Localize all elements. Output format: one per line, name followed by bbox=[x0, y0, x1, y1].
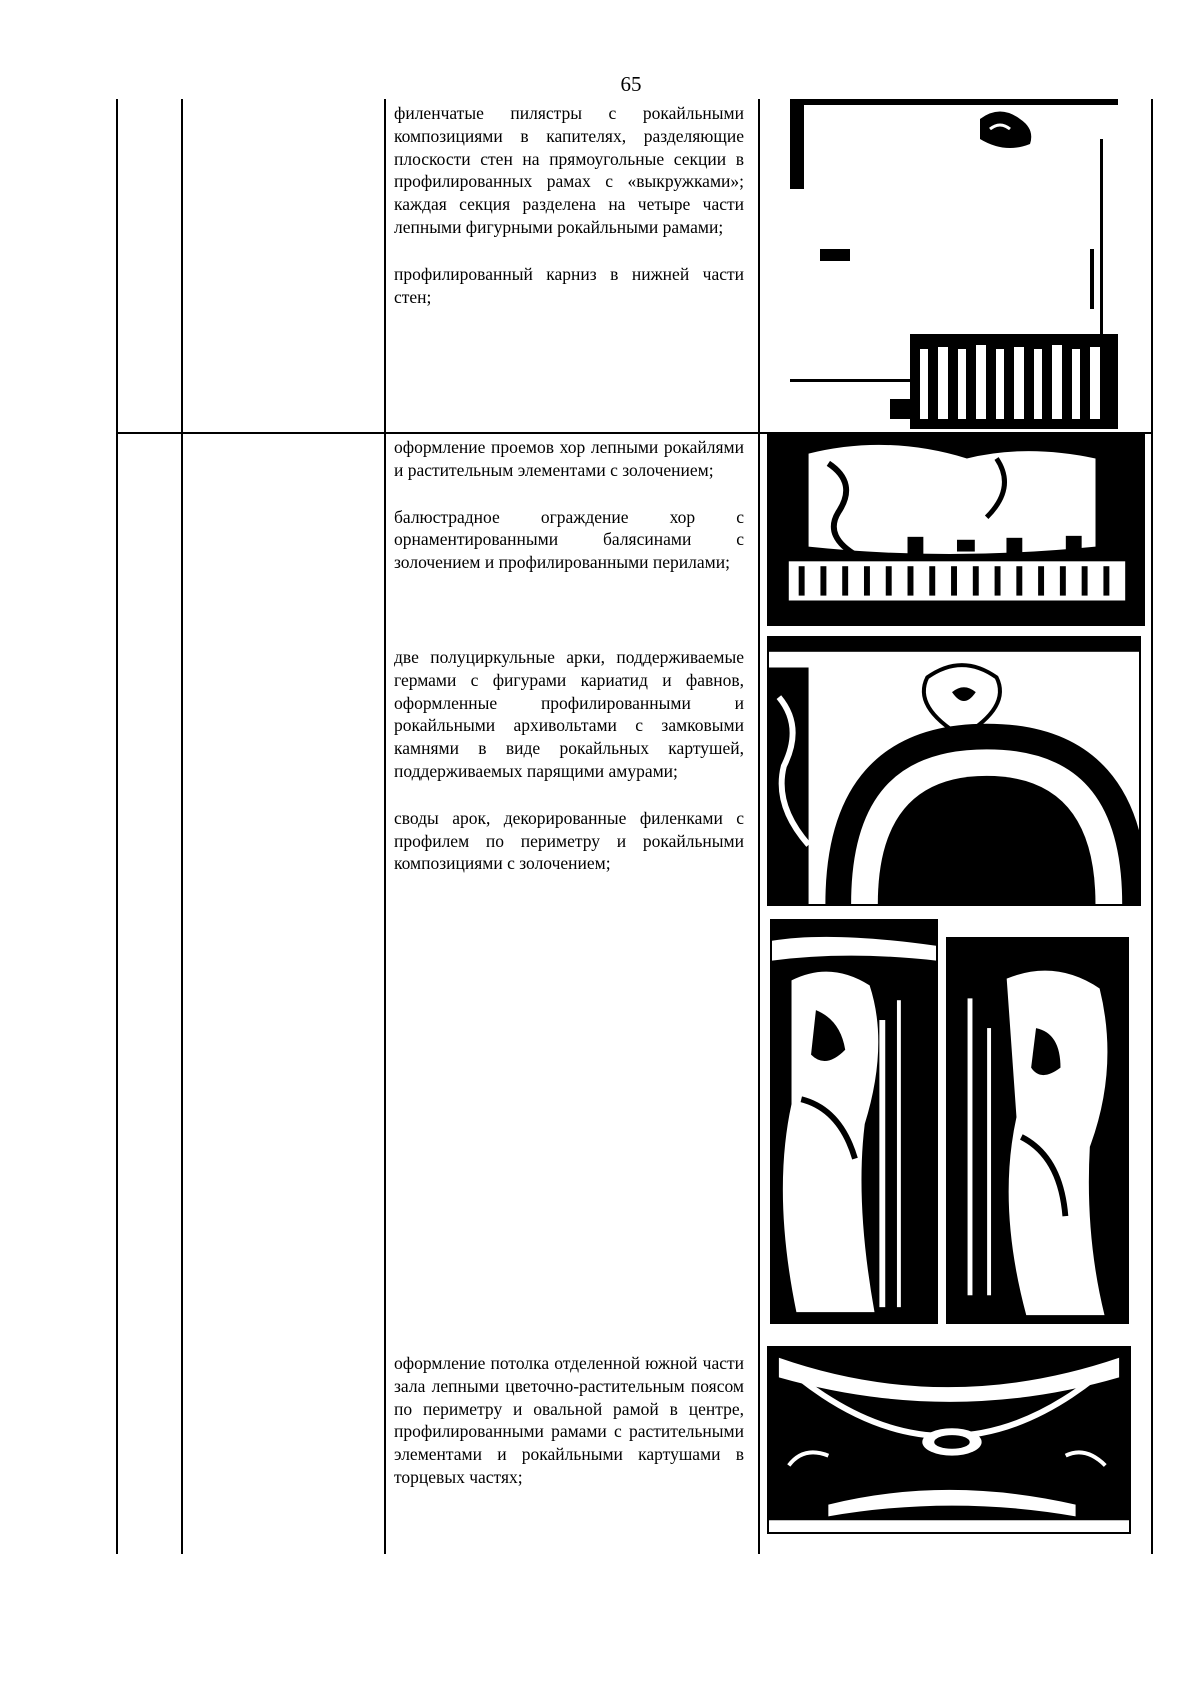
row2-paragraph-4: своды арок, декорированные филенками с профилем по периметру и рокайльными композициями с золочением; bbox=[394, 807, 744, 874]
table-border-left bbox=[116, 99, 118, 1554]
row2-description-block-2 bbox=[394, 646, 744, 875]
row2-paragraph-3: две полуциркульные арки, поддерживаемые гермами с фигурами кариатид и фавнов, оформленные профилированными и рокайльными архивольтами с замковыми камнями в виде рокайльных картушей, поддерживаемых парящими амурами; bbox=[394, 647, 744, 781]
photo-herm-right bbox=[946, 937, 1129, 1324]
row2-description-block-1 bbox=[394, 436, 744, 574]
row2-paragraph-2: балюстрадное ограждение хор с орнаментированными балясинами с золочением и профилированными перилами; bbox=[394, 506, 744, 573]
row1-description bbox=[394, 102, 744, 308]
row1-paragraph-1: филенчатые пилястры с рокайльными композициями в капителях, разделяющие плоскости стен на прямоугольные секции в профилированных рамах с «выкружками»; каждая секция разделена на четыре части лепными фигурными рокайльными рамами; bbox=[394, 103, 744, 237]
table-column-divider-3 bbox=[758, 99, 760, 1554]
photo-herm-left bbox=[770, 919, 938, 1324]
photo-choir-balustrade bbox=[767, 432, 1145, 626]
row2-paragraph-5: оформление потолка отделенной южной части зала лепными цветочно-растительным поясом по периметру и овальной рамой в центре, профилированными рамами с растительными элементами и рокайльными картушами в торцевых частях; bbox=[394, 1353, 744, 1487]
row2-paragraph-1: оформление проемов хор лепными рокайлями и растительным элементами с золочением; bbox=[394, 437, 744, 480]
table-border-right bbox=[1151, 99, 1153, 1554]
page-number: 65 bbox=[620, 72, 642, 96]
table-column-divider-1 bbox=[181, 99, 183, 1554]
photo-wall-pilasters bbox=[790, 99, 1118, 429]
photo-arch bbox=[767, 636, 1141, 906]
row2-description-block-3 bbox=[394, 1352, 744, 1489]
table-column-divider-2 bbox=[384, 99, 386, 1554]
row1-paragraph-2: профилированный карниз в нижней части стен; bbox=[394, 263, 744, 307]
photo-ceiling bbox=[767, 1346, 1131, 1534]
